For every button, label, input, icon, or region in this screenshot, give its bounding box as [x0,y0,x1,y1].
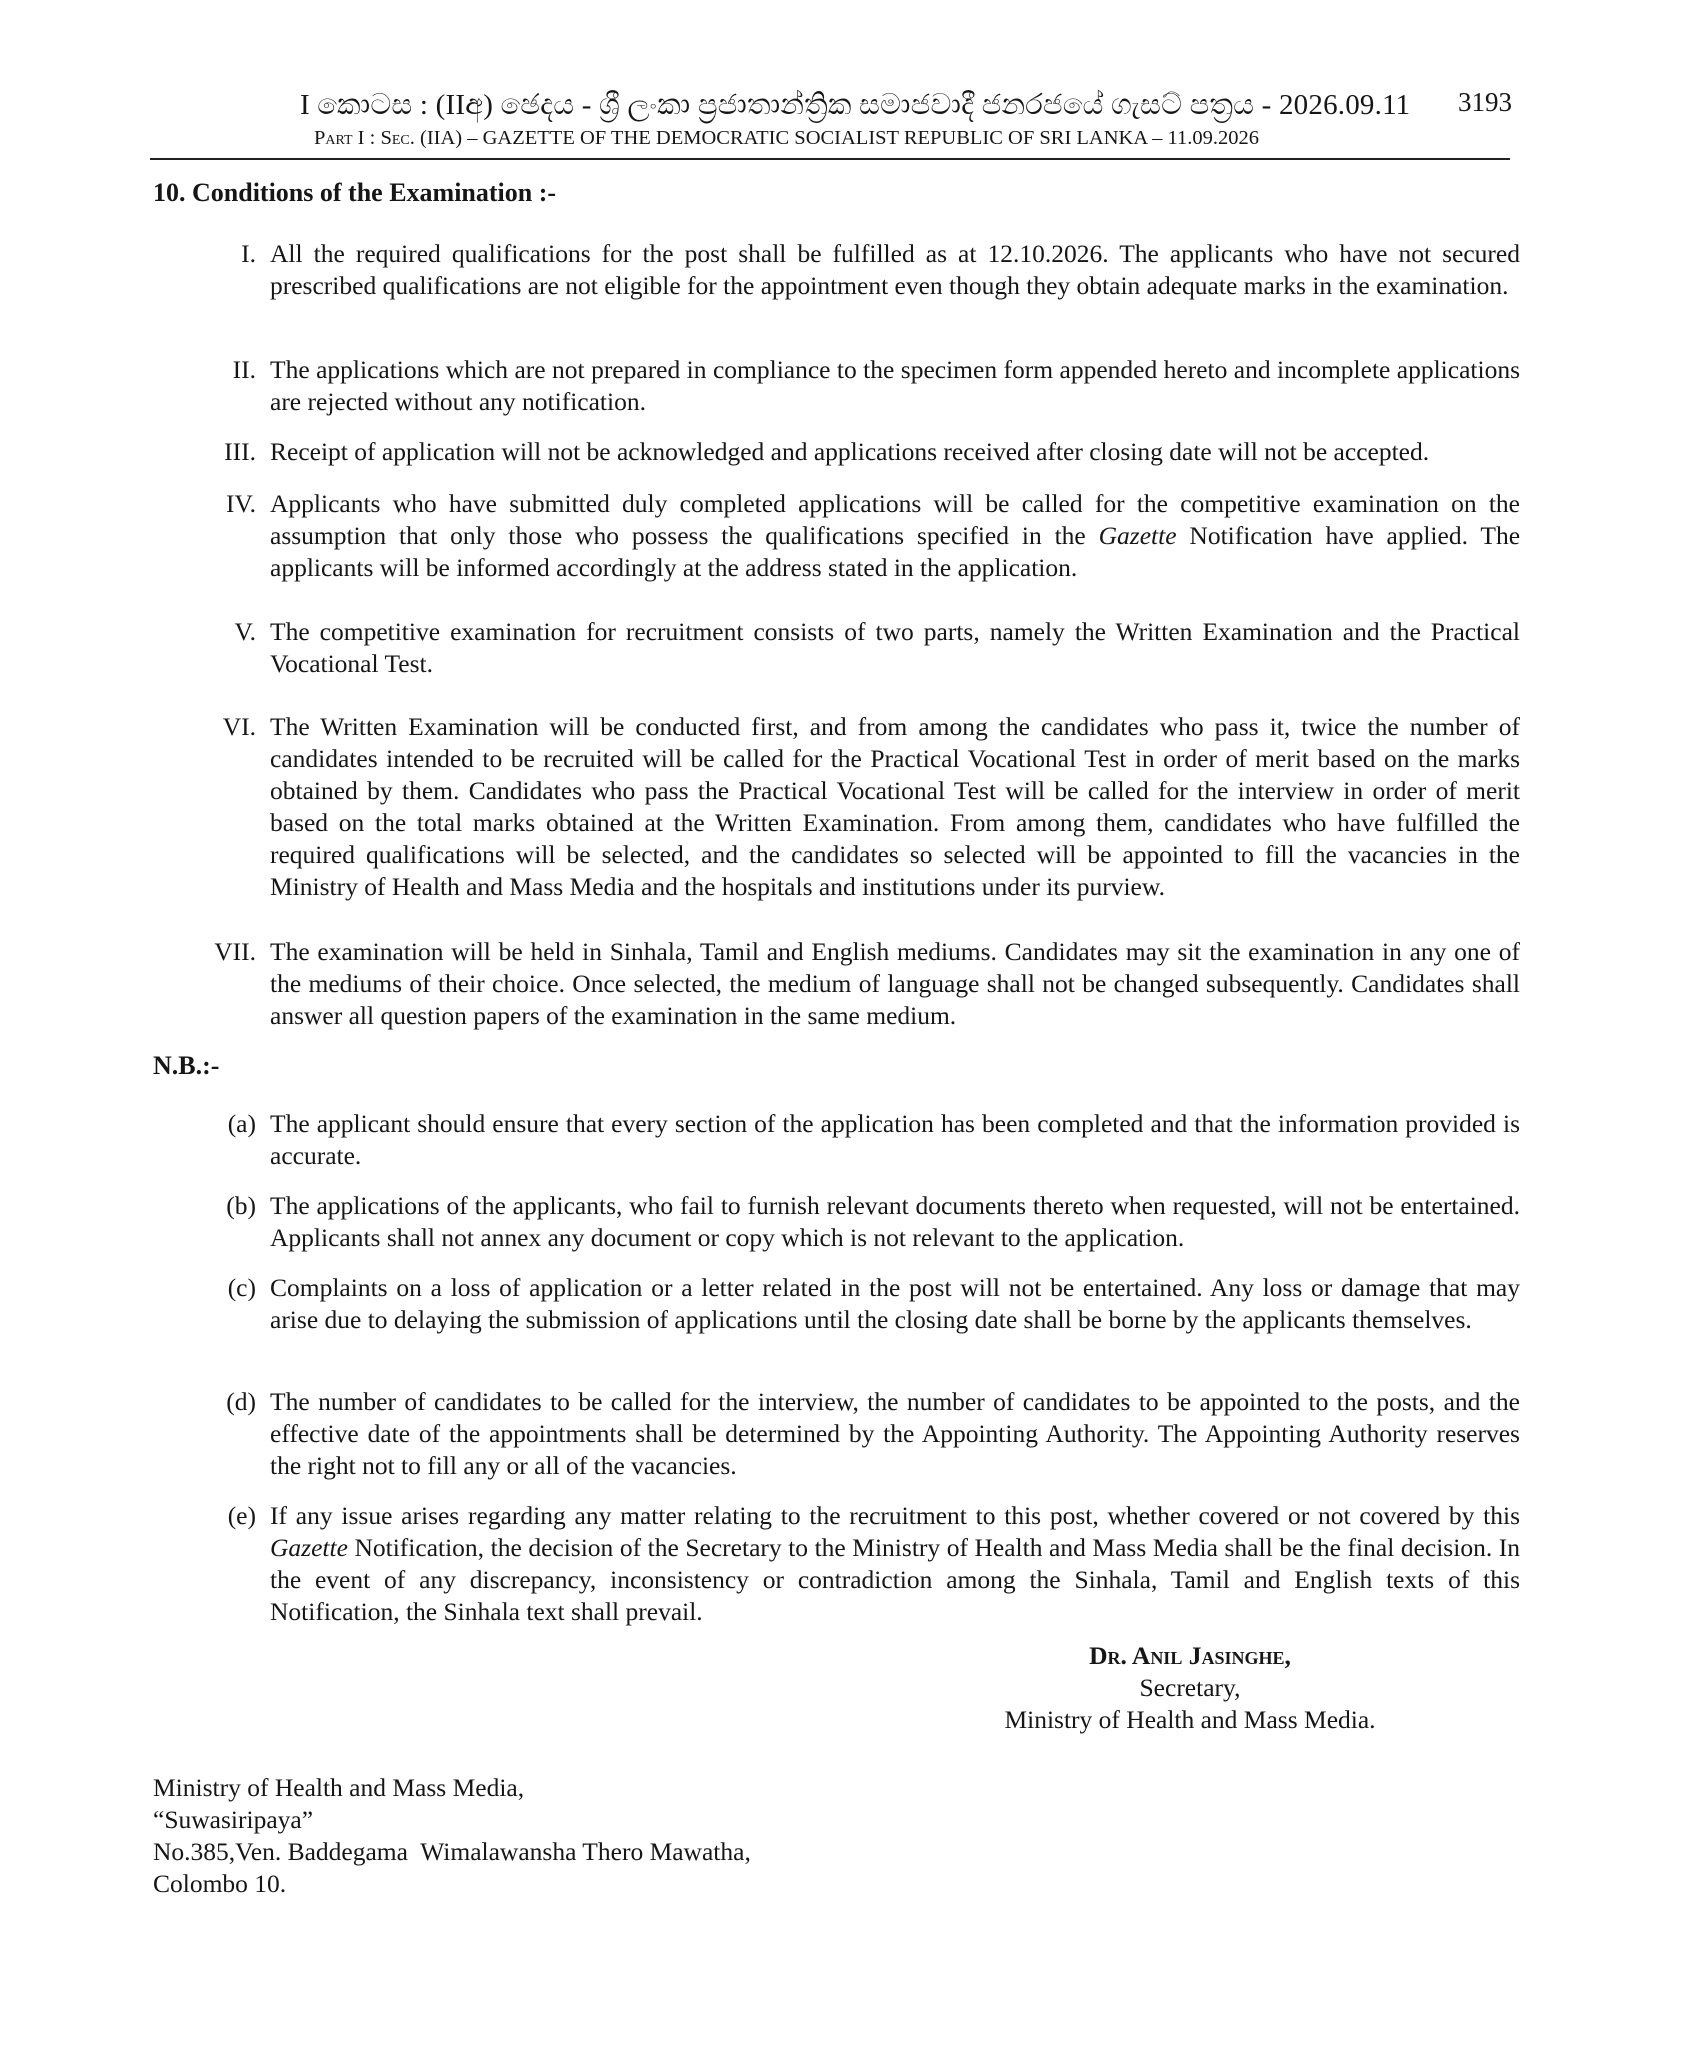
nb-letter: (d) [226,1387,256,1416]
nb-letter: (e) [227,1501,256,1530]
condition-number: I. [241,239,256,268]
gazette-italic: Gazette [1098,521,1177,550]
header-english-rest: (IIA) – GAZETTE OF THE DEMOCRATIC SOCIALIST REPUBLIC OF SRI LANKA – 11.09.2026 [420,127,1260,149]
address-line: “Suwasiripaya” [153,1805,314,1834]
nb-text: The applicant should ensure that every section of the application has been completed and that the information provided is accurate. [270,1109,1520,1170]
gazette-italic: Gazette [270,1533,348,1562]
address-line: No.385,Ven. Baddegama Wimalawansha Thero Mawatha, [153,1837,751,1866]
condition-text: Receipt of application will not be acknowledged and applications received after closing date will not be accepted. [270,437,1430,466]
condition-text: The competitive examination for recruitment consists of two parts, namely the Written Examination and the Practical Vocational Test. [270,617,1520,678]
nb-letter: (c) [227,1273,256,1302]
condition-number: IV. [226,489,256,518]
header-rule [150,158,1510,160]
header-part-label: Part I [314,127,365,149]
condition-text: All the required qualifications for the post shall be fulfilled as at 12.10.2026. The applicants who have not secured prescribed qualifications are not eligible for the appointment even though they obtain adequate marks in the examination. [270,239,1520,300]
header-english-line: Part I : Sec. (IIA) – GAZETTE OF THE DEMOCRATIC SOCIALIST REPUBLIC OF SRI LANKA – 11.09.2026 [314,127,1260,149]
nb-text: Complaints on a loss of application or a letter related in the post will not be entertained. Any loss or damage that may arise due to delaying the submission of applications until the closing date shall be borne by the applicants themselves. [270,1273,1520,1334]
condition-number: VII. [214,937,256,966]
signatory-name: Dr. Anil Jasinghe, [1089,1641,1291,1670]
page-number: 3193 [1458,87,1512,117]
condition-number: V. [234,617,256,646]
nb-text: The applications of the applicants, who fail to furnish relevant documents thereto when requested, will not be entertained. Applicants shall not annex any document or copy which is not relevant to the application. [270,1191,1520,1252]
condition-text: The Written Examination will be conducted first, and from among the candidates who pass it, twice the number of candidates intended to be recruited will be called for the Practical Vocational Test in order of merit based on the marks obtained by them. Candidates who pass the Practical Vocational Test will be called for the interview in order of merit based on the total marks obtained at the Written Examination. From among them, candidates who have fulfilled the required qualifications will be selected, and the candidates so selected will be appointed to fill the vacancies in the Ministry of Health and Mass Media and the hospitals and institutions under its purview. [270,712,1520,901]
condition-text: The applications which are not prepared in compliance to the specimen form appended hereto and incomplete applications are rejected without any notification. [270,355,1520,416]
header-sec-label: Sec. [380,127,415,149]
nb-text: The number of candidates to be called for the interview, the number of candidates to be appointed to the posts, and the effective date of the appointments shall be determined by the Appointing Authority. The Appointing Authority reserves the right not to fill any or all of the vacancies. [270,1387,1520,1480]
condition-text: The examination will be held in Sinhala, Tamil and English mediums. Candidates may sit the examination in any one of the mediums of their choice. Once selected, the medium of language shall not be changed subsequently. Candidates shall answer all question papers of the examination in the same medium. [270,937,1520,1030]
condition-number: VI. [222,712,256,741]
header-sinhala-line: I කොටස : (IIඅ) ඡෙදය - ශ්‍රී ලංකා ප්‍රජාතාන්ත්‍රික සමාජවාදී ජනරජයේ ගැසට් පත්‍රය - 2026.09.11 [300,89,1411,121]
address-line: Ministry of Health and Mass Media, [153,1773,525,1802]
nb-letter: (a) [227,1109,256,1138]
condition-text: Applicants who have submitted duly completed applications will be called for the competitive examination on the assumption that only those who possess the qualifications specified in the Gazette Notification have applied. The applicants will be informed accordingly at the address stated in the application. [270,489,1521,582]
signatory-organization: Ministry of Health and Mass Media. [1004,1705,1376,1734]
address-line: Colombo 10. [153,1869,287,1898]
condition-number: III. [224,437,256,466]
condition-number: II. [232,355,256,384]
section-title: 10. Conditions of the Examination :- [153,178,557,207]
nb-text: If any issue arises regarding any matter relating to the recruitment to this post, whether covered or not covered by this Gazette Notification, the decision of the Secretary to the Ministry of Health and Mass Media shall be the final decision. In the event of any discrepancy, inconsistency or contradiction among the Sinhala, Tamil and English texts of this Notification, the Sinhala text shall prevail. [270,1501,1520,1626]
signatory-title: Secretary, [1139,1673,1241,1702]
nb-letter: (b) [226,1191,256,1220]
nb-title: N.B.:- [153,1051,220,1080]
